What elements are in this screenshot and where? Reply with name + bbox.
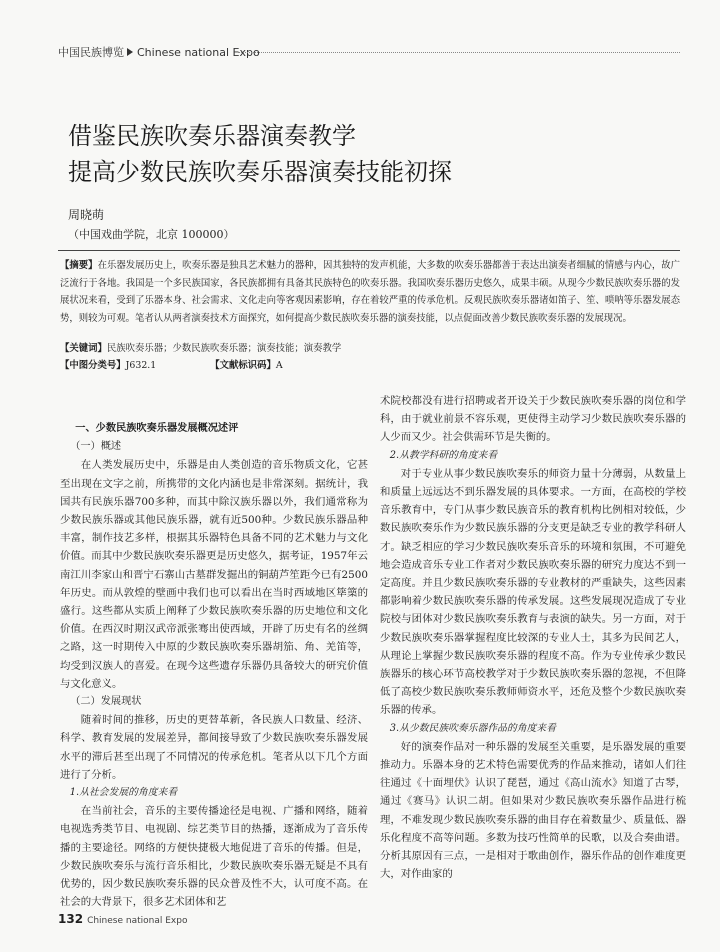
abstract-text: 在乐器发展历史上，吹奏乐器是独具艺术魅力的器种，因其独特的发声机能，大多数的吹奏乐器都善于表达出演奏者细腻的情感与内心，故广泛流行于各地。我国是一个多民族国家，各民族都拥有具备其民族特色的吹奏乐器。我国吹奏乐器历史悠久，成果丰硕。从现今少数民族吹奏乐器的发展状况来看，受到了乐器本身、社会需求、文化走向等客观因素影响，存在着较严重的传承危机。反观民族吹奏乐器诸如笛子、笙、唢呐等乐器发展态势，则较为可观。笔者认从两者演奏技术方面探究，如何提高少数民族吹奏乐器的演奏技能，以点促面改善少数民族吹奏乐器的发展现况。 [60, 260, 680, 324]
doc-code-label: 【文献标识码】 [210, 360, 276, 371]
keywords-label: 【关键词】 [60, 343, 107, 354]
journal-name-en: Chinese national Expo [137, 46, 260, 59]
abstract-label: 【摘要】 [60, 260, 98, 271]
footer-journal: Chinese national Expo [87, 916, 188, 926]
paragraph: 在当前社会，音乐的主要传播途径是电视、广播和网络，随着电视选秀类节目、电视剧、综艺类节目的热播，逐渐成为了音乐传播的主要途径。网络的方便快捷极大地促进了音乐的传播。但是，少数民族吹奏乐与流行音乐相比，少数民族吹奏乐器无疑是不具有优势的，因少数民族吹奏乐器的民众普及性不大，认可度不高。在社会的大背景下，很多艺术团体和艺 [60, 805, 368, 909]
page-footer [58, 912, 187, 926]
header-rule [238, 52, 680, 53]
abstract [60, 257, 680, 327]
paragraph: 对于专业从事少数民族吹奏乐的师资力量十分薄弱，从数量上和质量上远远达不到乐器发展的具体要求。一方面，在高校的学校音乐教育中，专门从事少数民族音乐的教育机构比例相对较低，少数民族吹奏乐作为少数民族乐器的分支更是缺乏专业的教学科研人才。缺乏相应的学习少数民族吹奏乐音乐的环境和氛围，不可避免地会造成音乐专业工作者对少数民族吹奏乐器的研究力度达不到一定高度。并且少数民族吹奏乐器的专业教材的严重缺失，这些因素都影响着少数民族吹奏乐器的传承发展。这些发展现况造成了专业院校与团体对少数民族吹奏乐教育与表演的缺失。另一方面，对于少数民族吹奏乐器掌握程度比较深的专业人士，其多为民间艺人，从理论上掌握少数民族吹奏乐器的程度不高。作为专业传承少数民族器乐的核心环节高校教学对于少数民族吹奏乐器的忽视，不但降低了高校少数民族吹奏乐教师师资水平，还危及整个少数民族吹奏乐器的传承。 [380, 467, 686, 717]
title-line-2: 提高少数民族吹奏乐器演奏技能初探 [68, 158, 452, 186]
sub-subsection-heading: 1.从社会发展的角度来看 [69, 787, 178, 799]
sub-subsection-heading: 2.从教学科研的角度来看 [389, 449, 498, 461]
journal-name-cn: 中国民族博览 [58, 46, 124, 59]
classification [60, 357, 283, 371]
paragraph: 术院校都没有进行招聘或者开设关于少数民族吹奏乐器的岗位和学科，由于就业前景不容乐观，更使得主动学习少数民族吹奏乐器的人少而又少。社会供需环节是失衡的。 [380, 395, 686, 444]
paragraph: 好的演奏作品对一种乐器的发展至关重要，是乐器发展的重要推动力。乐器本身的艺术特色需要优秀的作品来推动，诸如人们往往通过《十面埋伏》认识了琵琶，通过《高山流水》知道了古琴，通过《赛马》认识二胡。但如果对少数民族吹奏乐器作品进行梳理，不难发现少数民族吹奏乐器的曲目存在着数量少、质量低、器乐化程度不高等问题。多数为技巧性简单的民歌，以及合奏曲谱。分析其原因有三点，一是相对于歌曲创作，器乐作品的创作难度更大，对作曲家的 [380, 740, 686, 881]
triangle-separator-icon [127, 48, 133, 56]
author: 周晓萌 [68, 208, 105, 222]
paragraph: 在人类发展历史中，乐器是由人类创造的音乐物质文化，它甚至出现在文字之前，所携带的文化内涵也是非常深刻。据统计，我国共有民族乐器700多种，而其中除汉族乐器以外，我们通常称为少数民族乐器或其他民族乐器，就有近500种。少数民族乐器品种丰富，制作技艺多样，根据其乐器特色具备不同的艺术魅力与文化价值。而其中少数民族吹奏乐器更是历史悠久，据考证，1957年云南江川李家山和晋宁石寨山古墓群发掘出的铜葫芦笙距今已有2500年历史。而从敦煌的壁画中我们也可以看出在当时西域地区筚篥的盛行。这些都从实质上阐释了少数民族吹奏乐器的历史地位和文化价值。在西汉时期汉武帝派张骞出使西域，开辟了历史有名的丝绸之路，这一时期传入中原的少数民族吹奏乐器胡笳、角、羌笛等，均受到汉族人的喜爱。在现今这些遗存乐器仍具备较大的研究价值与文化意义。 [60, 459, 368, 690]
subsection-heading-overview: （一）概述 [70, 441, 122, 453]
right-column [380, 392, 686, 883]
section-heading-1: 一、少数民族吹奏乐器发展概况述评 [75, 423, 239, 434]
affiliation: （中国戏曲学院，北京 100000） [68, 228, 235, 241]
left-column [60, 392, 368, 911]
paragraph: 随着时间的推移，历史的更替革新，各民族人口数量、经济、科学、教育发展的发展差异，都间接导致了少数民族吹奏乐器发展水平的滞后甚至出现了不同情况的传承危机。笔者从以下几个方面进行了分析。 [60, 714, 368, 781]
clc-label: 【中图分类号】 [60, 360, 126, 371]
keywords [60, 340, 341, 354]
clc-value: J632.1 [125, 360, 157, 371]
subsection-heading-status: （二）发展现状 [70, 696, 142, 708]
abstract-rule [58, 250, 680, 251]
running-header [58, 44, 260, 60]
doc-code-value: A [275, 360, 283, 371]
keywords-text: 民族吹奏乐器；少数民族吹奏乐器；演奏技能；演奏教学 [106, 343, 342, 354]
title-line-1: 借鉴民族吹奏乐器演奏教学 [68, 122, 356, 150]
article-title [68, 118, 452, 190]
sub-subsection-heading: 3.从少数民族吹奏乐器作品的角度来看 [389, 722, 556, 734]
page-number: 132 [58, 912, 84, 926]
